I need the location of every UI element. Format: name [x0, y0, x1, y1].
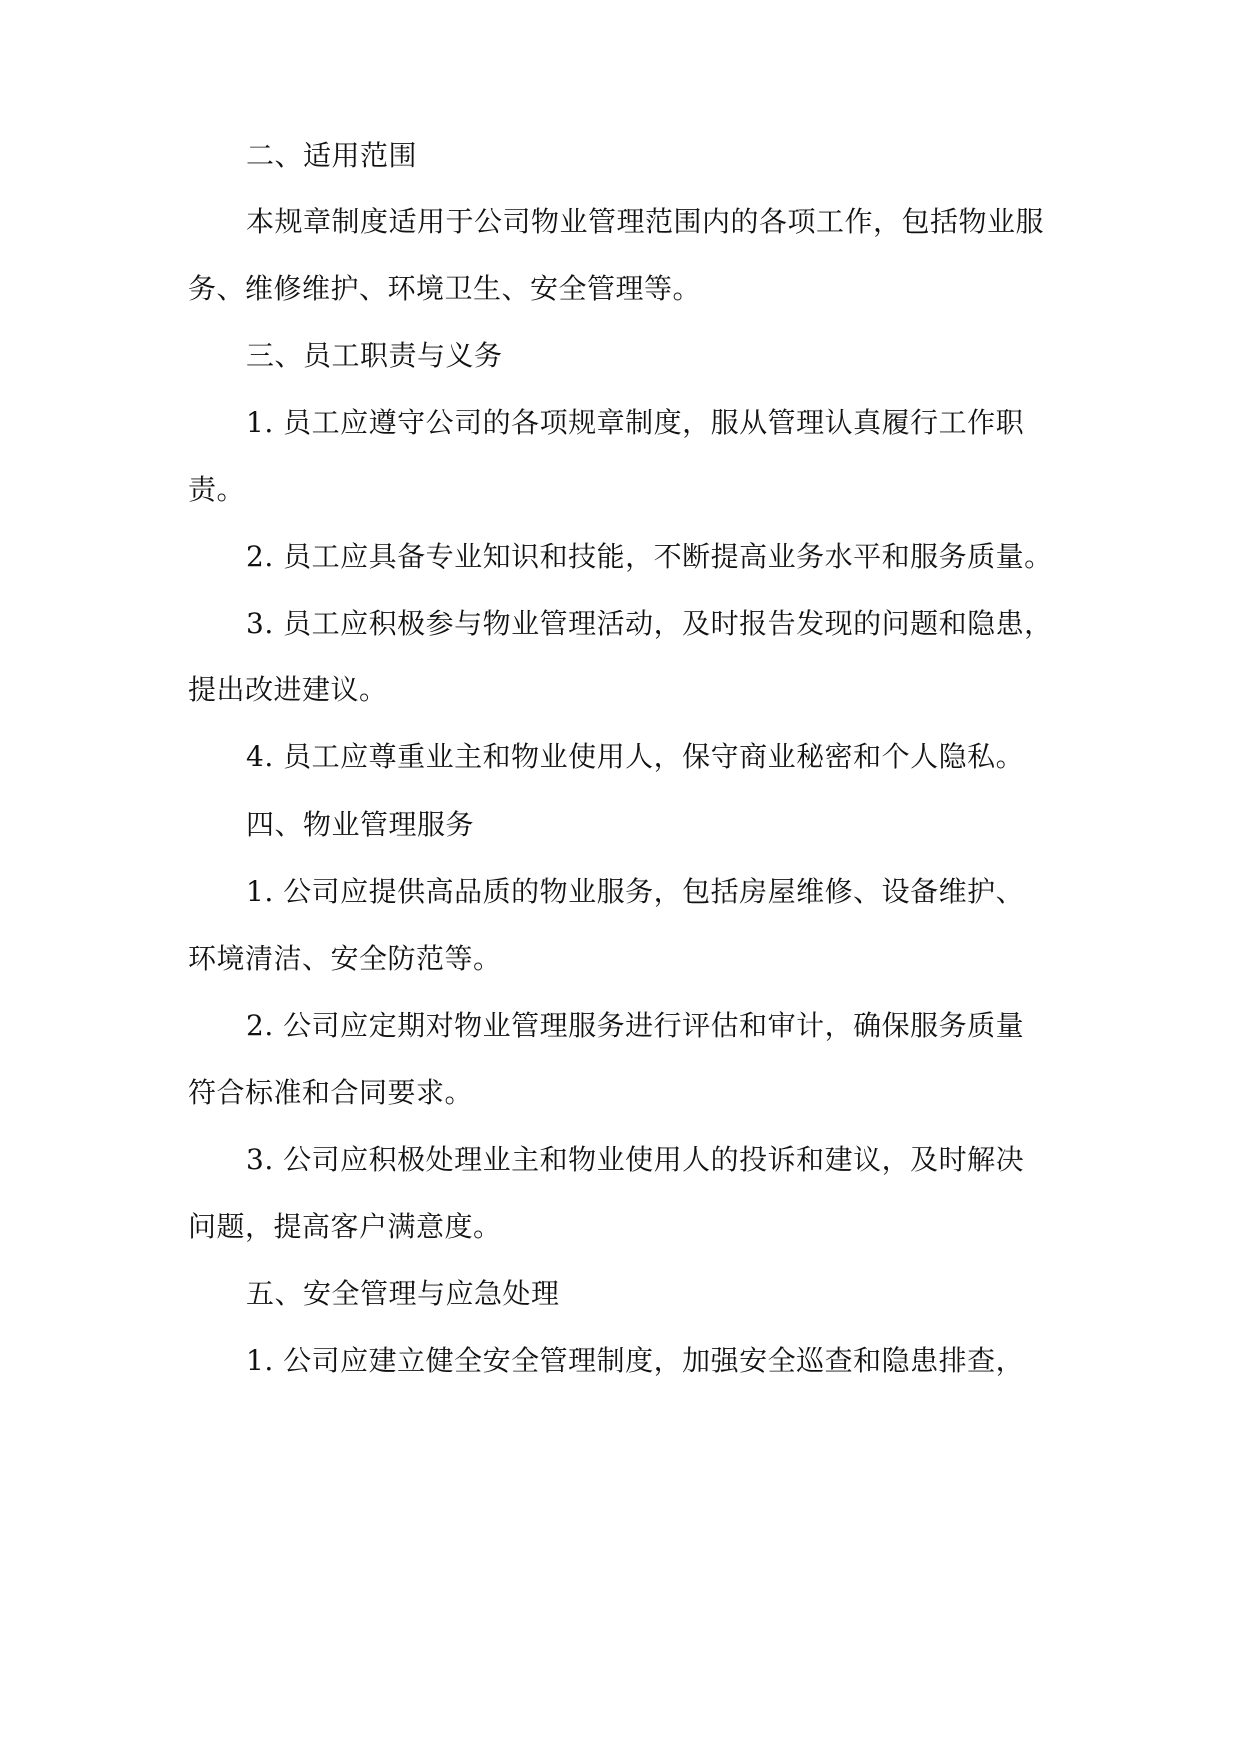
- list-item-line: 1. 公司应提供高品质的物业服务，包括房屋维修、设备维护、: [246, 875, 1025, 908]
- list-item-line: 责。: [188, 473, 246, 506]
- list-item-line: 1. 员工应遵守公司的各项规章制度，服从管理认真履行工作职: [246, 406, 1025, 439]
- section-heading-services: 四、物业管理服务: [246, 808, 475, 841]
- list-item-line: 2. 公司应定期对物业管理服务进行评估和审计，确保服务质量: [246, 1009, 1025, 1042]
- list-item-line: 3. 公司应积极处理业主和物业使用人的投诉和建议，及时解决: [246, 1143, 1025, 1176]
- list-item-line: 提出改进建议。: [188, 673, 388, 706]
- section-heading-duties: 三、员工职责与义务: [246, 339, 503, 372]
- section-heading-scope: 二、适用范围: [246, 139, 418, 172]
- list-item-line: 1. 公司应建立健全安全管理制度，加强安全巡查和隐患排查，: [246, 1344, 1025, 1377]
- list-item-line: 4. 员工应尊重业主和物业使用人，保守商业秘密和个人隐私。: [246, 740, 1025, 773]
- list-item-line: 问题，提高客户满意度。: [188, 1210, 502, 1243]
- list-item-line: 环境清洁、安全防范等。: [188, 942, 502, 975]
- list-item-line: 符合标准和合同要求。: [188, 1076, 474, 1109]
- list-item-line: 3. 员工应积极参与物业管理活动，及时报告发现的问题和隐患，: [246, 607, 1053, 640]
- paragraph-line: 本规章制度适用于公司物业管理范围内的各项工作，包括物业服: [246, 205, 1045, 238]
- section-heading-safety: 五、安全管理与应急处理: [246, 1277, 560, 1310]
- list-item-line: 2. 员工应具备专业知识和技能，不断提高业务水平和服务质量。: [246, 540, 1053, 573]
- paragraph-line: 务、维修维护、环境卫生、安全管理等。: [188, 272, 702, 305]
